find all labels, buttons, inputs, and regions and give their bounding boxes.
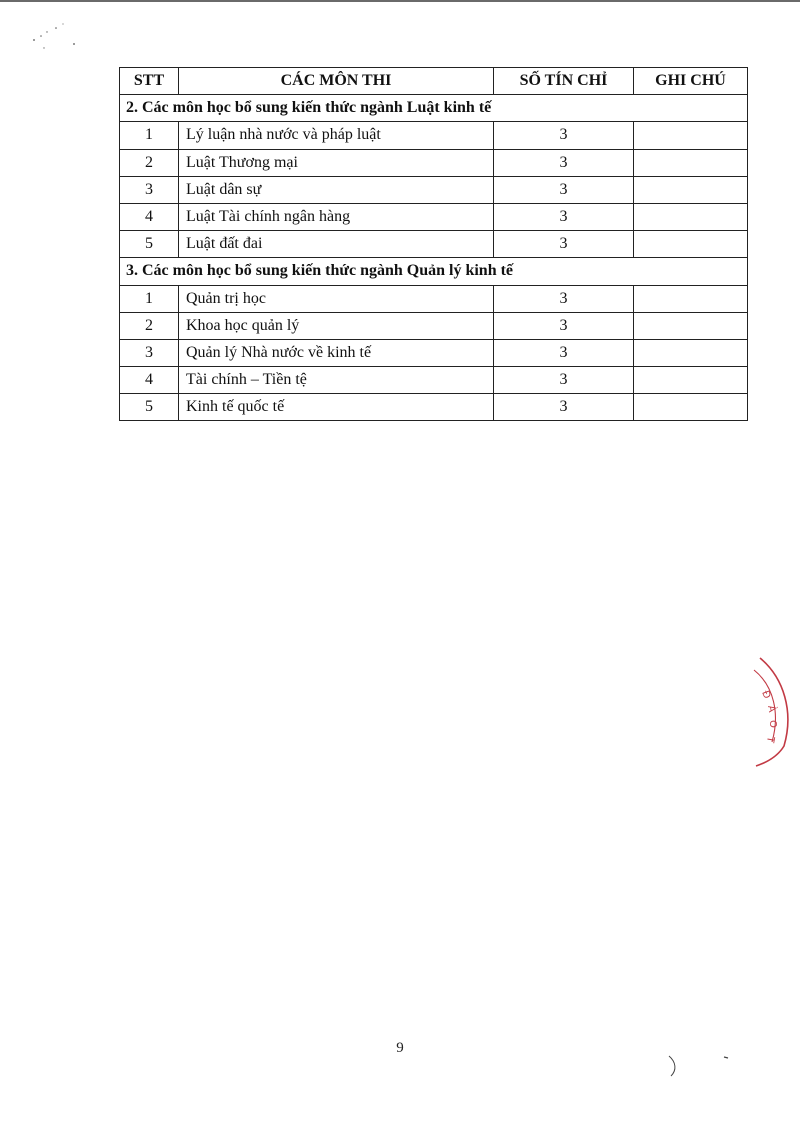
row-stt: 2: [120, 149, 179, 176]
row-stt: 3: [120, 339, 179, 366]
row-subject: Luật dân sự: [179, 176, 494, 203]
row-stt: 2: [120, 312, 179, 339]
row-stt: 3: [120, 176, 179, 203]
row-credits: 3: [494, 367, 634, 394]
scan-top-edge: [0, 0, 800, 2]
row-credits: 3: [494, 176, 634, 203]
row-stt: 5: [120, 394, 179, 421]
seal-letter-3: O: [767, 720, 778, 728]
table-row: [120, 285, 748, 312]
row-note: [634, 231, 748, 258]
row-subject: Tài chính – Tiền tệ: [179, 367, 494, 394]
row-stt: 5: [120, 231, 179, 258]
row-credits: 3: [494, 231, 634, 258]
row-subject: Luật đất đai: [179, 231, 494, 258]
header-stt: STT: [120, 68, 179, 95]
seal-letter-2: À: [765, 704, 778, 714]
row-stt: 4: [120, 367, 179, 394]
table-row: [120, 231, 748, 258]
row-credits: 3: [494, 149, 634, 176]
row-credits: 3: [494, 339, 634, 366]
row-credits: 3: [494, 122, 634, 149]
table-row: [120, 122, 748, 149]
row-note: [634, 339, 748, 366]
section-title: 2. Các môn học bổ sung kiến thức ngành Luật kinh tế: [120, 95, 748, 122]
row-stt: 1: [120, 122, 179, 149]
table-row: [120, 203, 748, 230]
row-credits: 3: [494, 394, 634, 421]
row-subject: Kinh tế quốc tế: [179, 394, 494, 421]
table-header-row: [120, 68, 748, 95]
row-subject: Quản lý Nhà nước về kinh tế: [179, 339, 494, 366]
row-stt: 4: [120, 203, 179, 230]
table-row: [120, 176, 748, 203]
header-note: GHI CHÚ: [634, 68, 748, 95]
table-row: [120, 339, 748, 366]
row-credits: 3: [494, 285, 634, 312]
row-stt: 1: [120, 285, 179, 312]
row-note: [634, 122, 748, 149]
page-number: 9: [396, 1040, 404, 1056]
section-title-row: [120, 95, 748, 122]
section-title-row: [120, 258, 748, 285]
row-credits: 3: [494, 312, 634, 339]
row-note: [634, 149, 748, 176]
row-subject: Quản trị học: [179, 285, 494, 312]
section-title: 3. Các môn học bổ sung kiến thức ngành Quản lý kinh tế: [120, 258, 748, 285]
row-subject: Lý luận nhà nước và pháp luật: [179, 122, 494, 149]
red-seal-fragment: [738, 650, 800, 770]
row-subject: Khoa học quản lý: [179, 312, 494, 339]
table-row: [120, 312, 748, 339]
row-credits: 3: [494, 203, 634, 230]
scan-specks: [30, 22, 90, 62]
row-note: [634, 203, 748, 230]
seal-letter-1: Đ: [759, 689, 773, 701]
row-note: [634, 285, 748, 312]
table-row: [120, 367, 748, 394]
header-credits: SỐ TÍN CHỈ: [494, 68, 634, 95]
row-note: [634, 312, 748, 339]
row-note: [634, 367, 748, 394]
table-row: [120, 149, 748, 176]
seal-letter-4: T: [763, 735, 776, 744]
row-subject: Luật Thương mại: [179, 149, 494, 176]
exam-subjects-table: [119, 67, 748, 421]
row-note: [634, 394, 748, 421]
row-subject: Luật Tài chính ngân hàng: [179, 203, 494, 230]
table-row: [120, 394, 748, 421]
header-subject: CÁC MÔN THI: [179, 68, 494, 95]
row-note: [634, 176, 748, 203]
